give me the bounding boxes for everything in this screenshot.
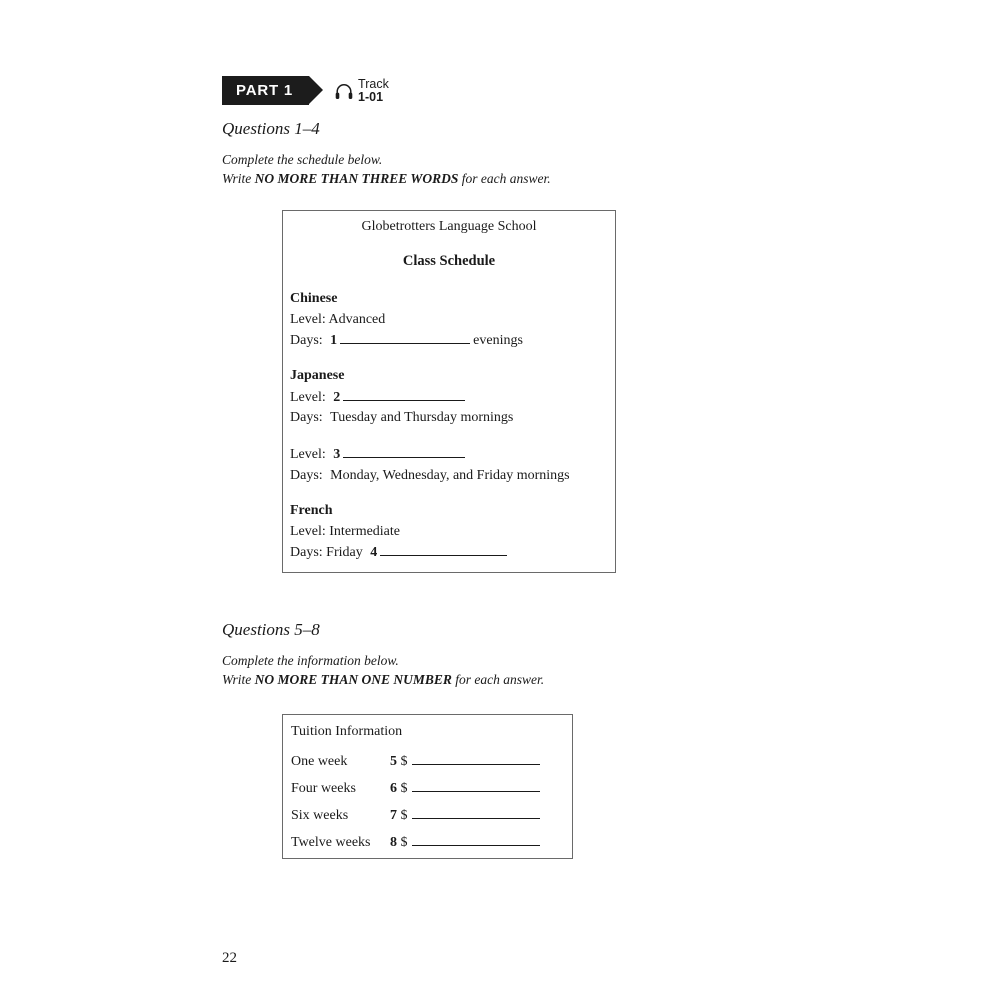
days-row — [290, 330, 523, 351]
question-number: 2 — [333, 389, 341, 405]
class-schedule-box — [282, 210, 616, 573]
part-banner — [222, 76, 389, 105]
days-row — [290, 466, 570, 486]
days-label: Days: Friday — [290, 545, 363, 560]
currency-symbol: $ — [400, 808, 408, 823]
questions-1-4-heading: Questions 1–4 — [222, 119, 320, 138]
days-value: evenings — [473, 333, 523, 348]
instruction-complete-schedule: Complete the schedule below. — [222, 152, 383, 167]
tuition-row — [291, 778, 563, 797]
currency-symbol: $ — [400, 835, 408, 850]
level-row — [290, 522, 510, 542]
days-row — [290, 408, 513, 428]
question-number: 6 — [390, 781, 397, 796]
tuition-row — [291, 832, 563, 851]
answer-blank[interactable] — [340, 330, 470, 344]
question-number: 5 — [390, 754, 397, 769]
level-value: Advanced — [328, 311, 386, 327]
tuition-label: Six weeks — [291, 808, 349, 823]
answer-blank[interactable] — [343, 444, 465, 458]
days-label: Days: — [290, 333, 323, 348]
level-row — [290, 310, 523, 330]
question-number: 1 — [330, 333, 338, 348]
level-row — [290, 444, 570, 465]
level-row — [290, 387, 513, 408]
days-row — [290, 542, 510, 563]
currency-symbol: $ — [400, 781, 408, 796]
instr-bold-1: NO MORE THAN THREE WORDS — [254, 171, 459, 186]
track-line-2: 1-01 — [358, 89, 384, 104]
track-indicator — [335, 78, 389, 104]
language-name: French — [290, 503, 333, 518]
tuition-row — [291, 805, 563, 824]
part-label: PART 1 — [222, 76, 309, 105]
schedule-entry-chinese — [290, 289, 523, 351]
schedule-entry-french — [290, 501, 510, 563]
currency-symbol: $ — [400, 754, 408, 769]
page-number: 22 — [222, 950, 237, 966]
question-number: 3 — [333, 447, 341, 462]
level-label: Level: — [290, 311, 326, 327]
class-schedule-title: Class Schedule — [402, 253, 496, 269]
school-name: Globetrotters Language School — [361, 219, 537, 234]
instr-suffix-1: for each answer. — [458, 171, 551, 186]
days-value: Tuesday and Thursday mornings — [330, 410, 514, 425]
tuition-label: Twelve weeks — [291, 835, 371, 850]
answer-blank[interactable] — [412, 832, 540, 846]
tuition-row — [291, 751, 563, 770]
schedule-entry-third — [290, 443, 570, 485]
instr-prefix-1: Write — [222, 171, 255, 186]
tuition-label: One week — [291, 754, 348, 769]
instruction-complete-information: Complete the information below. — [222, 653, 399, 668]
tuition-label: Four weeks — [291, 781, 356, 796]
level-label: Level: — [290, 389, 326, 405]
track-line-1: Track — [358, 76, 389, 91]
questions-5-8-heading: Questions 5–8 — [222, 620, 320, 639]
instr-suffix-2: for each answer. — [451, 672, 545, 687]
days-value: Monday, Wednesday, and Friday mornings — [330, 467, 570, 483]
answer-blank[interactable] — [412, 778, 540, 792]
question-number: 4 — [370, 545, 378, 560]
answer-blank[interactable] — [343, 387, 465, 401]
level-label: Level: — [290, 523, 326, 539]
tuition-information-box — [282, 714, 573, 859]
instruction-word-limit-2 — [222, 670, 544, 689]
level-label: Level: — [290, 447, 326, 462]
schedule-entry-japanese — [290, 366, 513, 428]
instr-prefix-2: Write — [222, 672, 255, 687]
track-text — [358, 78, 389, 104]
instruction-word-limit-1 — [222, 169, 551, 188]
answer-blank[interactable] — [412, 751, 540, 765]
days-label: Days: — [290, 410, 323, 425]
instr-bold-2: NO MORE THAN ONE NUMBER — [254, 672, 452, 687]
language-name: Japanese — [290, 368, 345, 383]
level-value: Intermediate — [329, 523, 401, 539]
answer-blank[interactable] — [380, 542, 507, 556]
days-label: Days: — [290, 467, 323, 483]
tuition-title: Tuition Information — [291, 724, 403, 739]
answer-blank[interactable] — [412, 805, 540, 819]
question-number: 7 — [390, 808, 397, 823]
language-name: Chinese — [290, 291, 338, 306]
headphones-icon — [335, 84, 353, 100]
question-number: 8 — [390, 835, 397, 850]
